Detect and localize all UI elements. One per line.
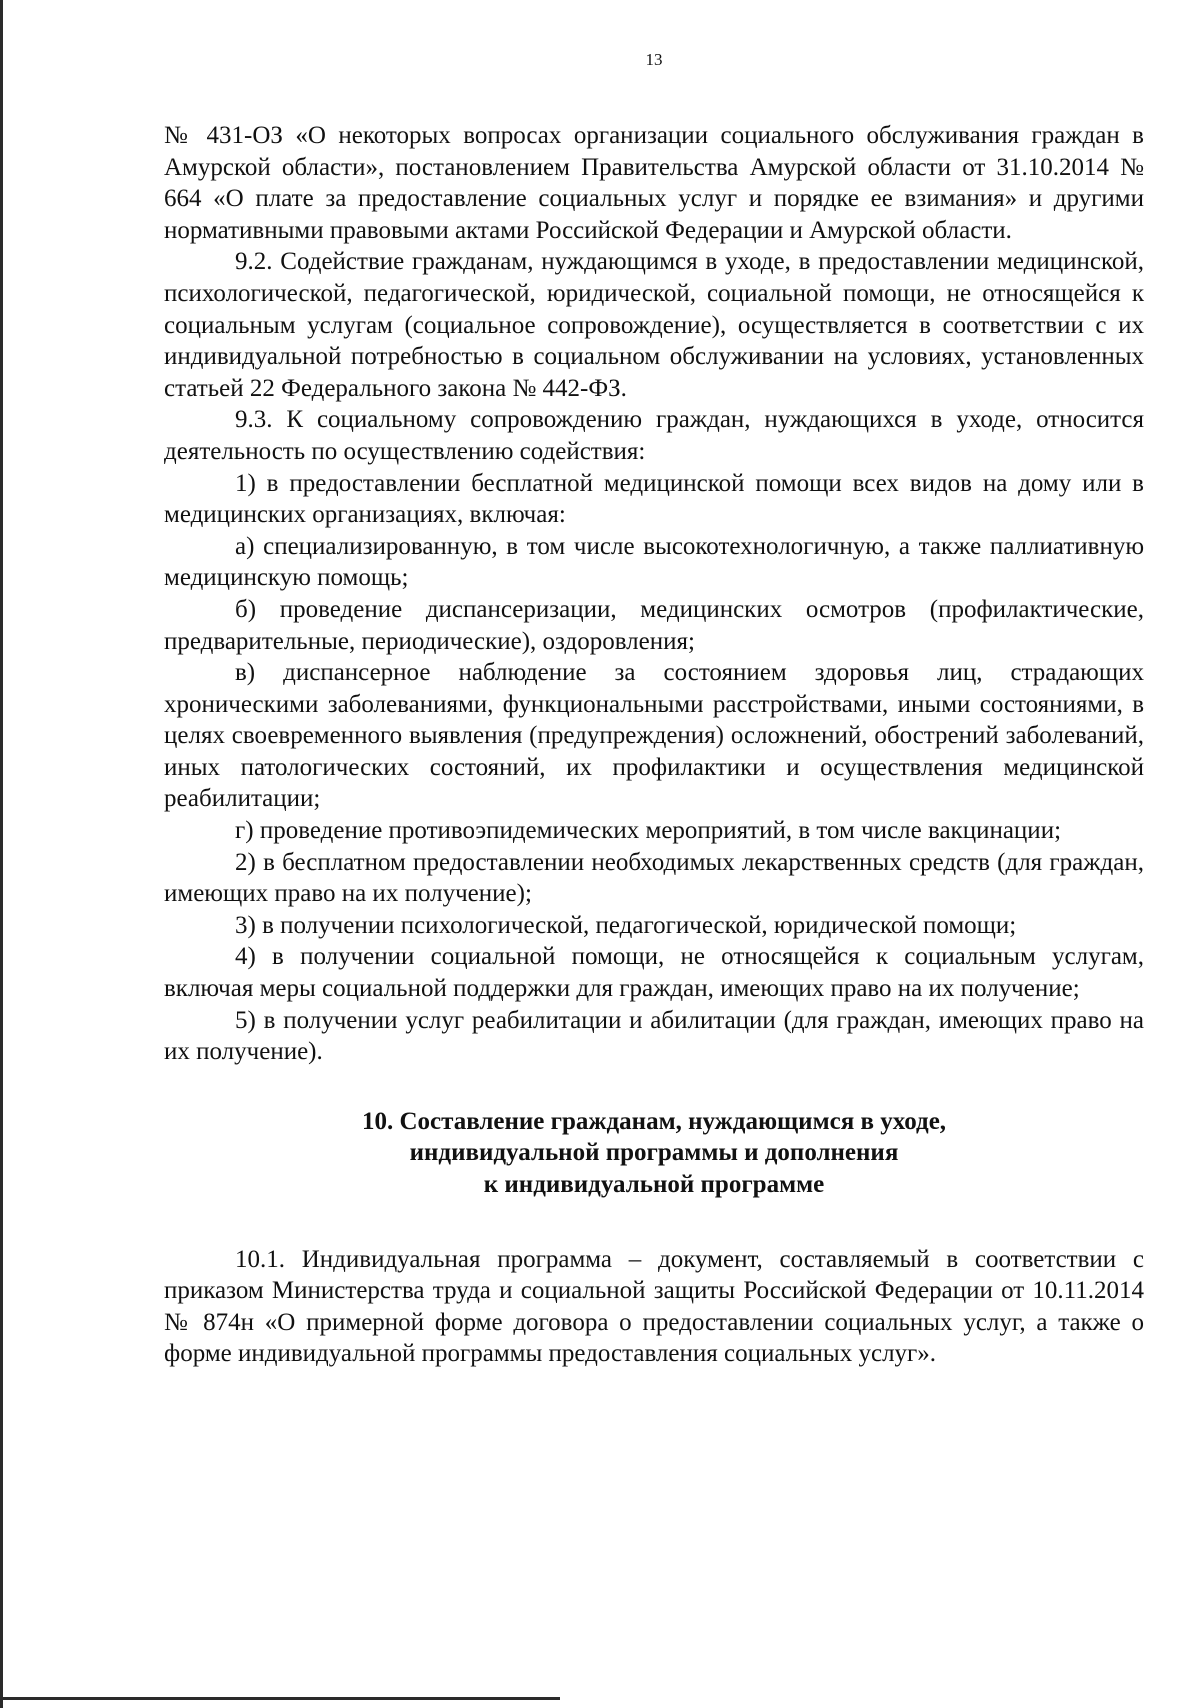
section-heading-line-2: индивидуальной программы и дополнения — [409, 1139, 899, 1167]
list-item-g: г) проведение противоэпидемических мероприятий, в том числе вакцинации; — [235, 817, 1062, 845]
paragraph-continuation: № 431-ОЗ «О некоторых вопросах организации социального обслуживания граждан в Амурской области», постановлением Правительства Амурской области от 31.10.2014 № 664 «О плате за предоставление социальных услуг и порядке ее взимания» и другими нормативными правовыми актами Российской Федерации и Амурской области. — [164, 122, 1144, 244]
list-item-4: 4) в получении социальной помощи, не относящейся к социальным услугам, включая меры социальной поддержки для граждан, имеющих право на их получение; — [164, 943, 1144, 1003]
body-text-top — [164, 120, 1144, 1068]
page-number: 13 — [645, 50, 663, 69]
section-heading-line-1: 10. Составление гражданам, нуждающимся в уходе, — [361, 1107, 947, 1135]
list-item-a: а) специализированную, в том числе высокотехнологичную, а также паллиативную медицинскую помощь; — [164, 532, 1144, 592]
document-page — [164, 50, 1144, 1370]
list-item-1: 1) в предоставлении бесплатной медицинской помощи всех видов на дому или в медицинских организациях, включая: — [164, 469, 1144, 529]
paragraph-9-2: 9.2. Содействие гражданам, нуждающимся в уходе, в предоставлении медицинской, психологической, педагогической, юридической, социальной помощи, не относящейся к социальным услугам (социальное сопровождение), осуществляется в соответствии с их индивидуальной потребностью в социальном обслуживании на условиях, установленных статьей 22 Федерального закона № 442-ФЗ. — [164, 248, 1144, 402]
section-heading — [164, 1106, 1144, 1201]
section-heading-line-3: к индивидуальной программе — [483, 1171, 825, 1198]
body-text-bottom — [164, 1244, 1144, 1370]
list-item-v: в) диспансерное наблюдение за состоянием здоровья лиц, страдающих хроническими заболеваниями, функциональными расстройствами, иными состояниями, в целях своевременного выявления (предупреждения) осложнений, обострений заболеваний, иных патологических состояний, их профилактики и осуществления медицинской реабилитации; — [164, 659, 1144, 813]
scan-edge-bottom — [0, 1697, 560, 1700]
list-item-b: б) проведение диспансеризации, медицинских осмотров (профилактические, предварительные, периодические), оздоровления; — [164, 595, 1144, 655]
list-item-2: 2) в бесплатном предоставлении необходимых лекарственных средств (для граждан, имеющих право на их получение); — [164, 848, 1144, 908]
paragraph-10-1: 10.1. Индивидуальная программа – документ, составляемый в соответствии с приказом Министерства труда и социальной защиты Российской Федерации от 10.11.2014 № 874н «О примерной форме договора о предоставлении социальных услуг, а также о форме индивидуальной программы предоставления социальных услуг». — [164, 1245, 1144, 1368]
list-item-3: 3) в получении психологической, педагогической, юридической помощи; — [235, 911, 1017, 939]
paragraph-9-3: 9.3. К социальному сопровождению граждан, нуждающихся в уходе, относится деятельность по осуществлению содействия: — [164, 406, 1144, 465]
list-item-5: 5) в получении услуг реабилитации и абилитации (для граждан, имеющих право на их получение). — [164, 1006, 1144, 1066]
scan-edge-left — [0, 0, 3, 1708]
